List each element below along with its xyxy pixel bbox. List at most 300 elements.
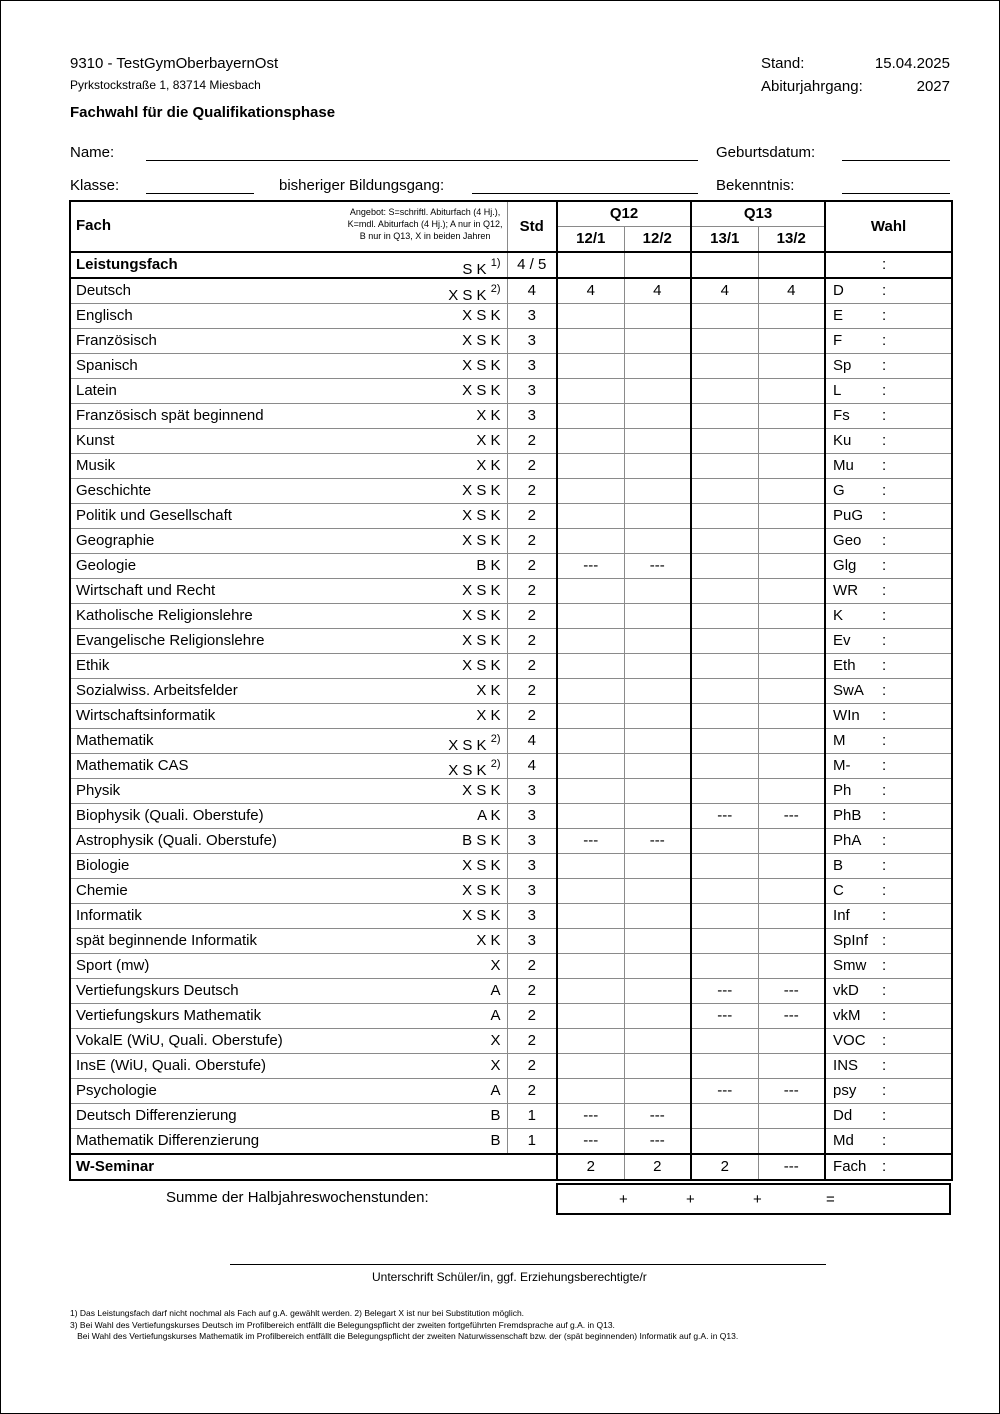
subject-halbjahr-1[interactable]: [557, 1079, 624, 1104]
subject-halbjahr-2[interactable]: [624, 604, 691, 629]
subject-halbjahr-2[interactable]: ---: [624, 829, 691, 854]
subject-wahl[interactable]: [825, 304, 952, 329]
subject-abbr: Ph: [833, 782, 852, 799]
subject-abbr: L: [833, 382, 842, 399]
subject-halbjahr-4[interactable]: [758, 854, 825, 879]
subject-halbjahr-1[interactable]: [557, 879, 624, 904]
subject-halbjahr-2[interactable]: [624, 529, 691, 554]
subject-name: Französisch: [76, 332, 157, 349]
document-title: Fachwahl für die Qualifikationsphase: [70, 104, 336, 121]
subject-halbjahr-3[interactable]: [691, 579, 758, 604]
subject-name: Deutsch: [76, 282, 132, 299]
subject-halbjahr-4[interactable]: [758, 579, 825, 604]
subject-wahl[interactable]: [825, 679, 952, 704]
table-row: [70, 529, 952, 554]
subject-halbjahr-3[interactable]: ---: [691, 979, 758, 1004]
subject-halbjahr-2[interactable]: [624, 454, 691, 479]
subject-halbjahr-4[interactable]: [758, 1129, 825, 1155]
subject-abbr: vkD: [833, 982, 859, 999]
w-seminar-halbjahr-4[interactable]: ---: [758, 1154, 825, 1180]
subject-offer-text: X S K: [462, 307, 501, 324]
footnote-2: 3) Bei Wahl des Vertiefungskurses Deutsch im Profilbereich entfällt die Belegungspflicht der zweiten fortgeführten Fremdsprache auf g.A. in Q13.: [70, 1320, 615, 1330]
subject-colon: :: [882, 782, 887, 799]
subject-offer: [476, 404, 500, 428]
subject-halbjahr-2[interactable]: [624, 904, 691, 929]
subject-std: 1: [507, 1129, 557, 1155]
angebot-line-1: Angebot: S=schriftl. Abiturfach (4 Hj.),: [349, 207, 501, 217]
subject-name: Biologie: [76, 857, 130, 874]
subject-name: Informatik: [76, 907, 142, 924]
subject-std: 2: [507, 529, 557, 554]
subject-name: Wirtschaft und Recht: [76, 582, 216, 599]
subject-halbjahr-3[interactable]: [691, 779, 758, 804]
subject-halbjahr-2[interactable]: [624, 1054, 691, 1079]
subject-offer-text: A: [490, 982, 501, 999]
subject-halbjahr-2[interactable]: [624, 779, 691, 804]
subject-abbr: Fs: [833, 407, 850, 424]
subject-halbjahr-2[interactable]: [624, 679, 691, 704]
subject-wahl[interactable]: [825, 879, 952, 904]
subject-abbr: K: [833, 607, 844, 624]
subject-halbjahr-2[interactable]: [624, 979, 691, 1004]
subject-halbjahr-1[interactable]: [557, 629, 624, 654]
subject-halbjahr-3[interactable]: [691, 329, 758, 354]
subject-wahl[interactable]: [825, 629, 952, 654]
table-row: [70, 654, 952, 679]
subject-halbjahr-3[interactable]: [691, 379, 758, 404]
w-seminar-wahl[interactable]: [825, 1154, 952, 1180]
subject-cell: [70, 804, 507, 829]
subject-colon: :: [882, 282, 887, 299]
subject-wahl[interactable]: [825, 654, 952, 679]
subject-halbjahr-1[interactable]: [557, 604, 624, 629]
subject-halbjahr-4[interactable]: [758, 529, 825, 554]
subject-halbjahr-4[interactable]: [758, 704, 825, 729]
table-row: [70, 554, 952, 579]
subject-halbjahr-4[interactable]: [758, 679, 825, 704]
subject-wahl[interactable]: [825, 854, 952, 879]
subject-halbjahr-2[interactable]: [624, 479, 691, 504]
subject-halbjahr-1[interactable]: [557, 654, 624, 679]
leistungsfach-wahl[interactable]: [825, 252, 952, 278]
subject-offer: [490, 1054, 500, 1078]
subject-offer: [462, 329, 500, 353]
subject-offer-text: X S K: [462, 882, 501, 899]
subject-halbjahr-4[interactable]: [758, 1029, 825, 1054]
subject-offer: [448, 279, 500, 304]
subject-colon: :: [882, 982, 887, 999]
table-row: [70, 429, 952, 454]
subject-cell: [70, 554, 507, 579]
subject-halbjahr-2[interactable]: [624, 929, 691, 954]
subject-wahl[interactable]: [825, 1129, 952, 1155]
subject-halbjahr-3[interactable]: [691, 1104, 758, 1129]
subject-halbjahr-3[interactable]: [691, 404, 758, 429]
subject-halbjahr-2[interactable]: [624, 379, 691, 404]
subject-halbjahr-3[interactable]: [691, 954, 758, 979]
leistungsfach-h1[interactable]: [557, 252, 624, 278]
subject-halbjahr-2[interactable]: [624, 304, 691, 329]
subject-offer: [490, 1029, 500, 1053]
subject-halbjahr-2[interactable]: [624, 704, 691, 729]
subject-halbjahr-2[interactable]: [624, 404, 691, 429]
subject-cell: [70, 1004, 507, 1029]
subject-halbjahr-4[interactable]: [758, 329, 825, 354]
subject-halbjahr-1[interactable]: [557, 854, 624, 879]
subject-wahl[interactable]: [825, 929, 952, 954]
subject-wahl[interactable]: [825, 829, 952, 854]
leistungsfach-h4[interactable]: [758, 252, 825, 278]
subject-halbjahr-4[interactable]: [758, 379, 825, 404]
subject-halbjahr-3[interactable]: [691, 704, 758, 729]
subject-wahl[interactable]: [825, 1104, 952, 1129]
subject-halbjahr-1[interactable]: [557, 404, 624, 429]
subject-std: 1: [507, 1104, 557, 1129]
table-row: [70, 829, 952, 854]
angebot-line-3: B nur in Q13, X in beiden Jahren: [359, 231, 491, 241]
subject-colon: :: [882, 732, 887, 749]
subject-name: Geographie: [76, 532, 155, 549]
subject-wahl[interactable]: [825, 979, 952, 1004]
subject-halbjahr-1[interactable]: [557, 904, 624, 929]
subject-wahl[interactable]: [825, 1004, 952, 1029]
subject-halbjahr-1[interactable]: [557, 954, 624, 979]
subject-halbjahr-4[interactable]: 4: [758, 278, 825, 304]
subject-offer-text: X S K: [448, 762, 487, 779]
subject-halbjahr-2[interactable]: [624, 579, 691, 604]
bekenntnis-field[interactable]: [842, 193, 950, 194]
subject-wahl[interactable]: [825, 579, 952, 604]
subject-halbjahr-1[interactable]: [557, 929, 624, 954]
subject-name: Mathematik CAS: [76, 757, 189, 774]
subject-wahl[interactable]: [825, 479, 952, 504]
subject-colon: :: [882, 432, 887, 449]
subject-halbjahr-1[interactable]: [557, 504, 624, 529]
subject-halbjahr-3[interactable]: [691, 1029, 758, 1054]
subject-wahl[interactable]: [825, 729, 952, 754]
subject-halbjahr-1[interactable]: [557, 1004, 624, 1029]
subject-offer-text: X K: [476, 932, 501, 949]
stand-value: 15.04.2025: [874, 55, 950, 72]
subject-wahl[interactable]: [825, 1079, 952, 1104]
subject-halbjahr-3[interactable]: [691, 754, 758, 779]
subject-halbjahr-1[interactable]: [557, 804, 624, 829]
subject-halbjahr-3[interactable]: 4: [691, 278, 758, 304]
subject-halbjahr-4[interactable]: [758, 1054, 825, 1079]
subject-name: Geologie: [76, 557, 137, 574]
subject-wahl[interactable]: [825, 754, 952, 779]
subject-cell: [70, 1079, 507, 1104]
subject-halbjahr-3[interactable]: [691, 629, 758, 654]
subject-offer: [448, 754, 500, 779]
subject-halbjahr-3[interactable]: [691, 729, 758, 754]
subject-halbjahr-1[interactable]: ---: [557, 829, 624, 854]
subject-wahl[interactable]: [825, 954, 952, 979]
subject-halbjahr-4[interactable]: [758, 654, 825, 679]
table-row: [70, 1004, 952, 1029]
subject-halbjahr-3[interactable]: [691, 304, 758, 329]
subject-name: Psychologie: [76, 1082, 157, 1099]
summe-plus-3: +: [753, 1191, 762, 1208]
subject-offer-text: X S K: [448, 287, 487, 304]
subject-offer: [476, 704, 500, 728]
subject-halbjahr-4[interactable]: [758, 354, 825, 379]
subject-halbjahr-4[interactable]: [758, 954, 825, 979]
subject-halbjahr-3[interactable]: [691, 429, 758, 454]
subject-colon: :: [882, 632, 887, 649]
subject-halbjahr-2[interactable]: 4: [624, 278, 691, 304]
subject-halbjahr-3[interactable]: [691, 929, 758, 954]
subject-halbjahr-1[interactable]: ---: [557, 554, 624, 579]
subject-halbjahr-1[interactable]: [557, 704, 624, 729]
subject-wahl[interactable]: [825, 1029, 952, 1054]
subject-wahl[interactable]: [825, 354, 952, 379]
klasse-field[interactable]: [146, 193, 254, 194]
subject-halbjahr-2[interactable]: ---: [624, 554, 691, 579]
header-12-2: 12/2: [624, 227, 691, 253]
leistungsfach-h3[interactable]: [691, 252, 758, 278]
subject-halbjahr-3[interactable]: [691, 679, 758, 704]
subject-halbjahr-4[interactable]: [758, 454, 825, 479]
subject-offer: [462, 654, 500, 678]
subject-halbjahr-1[interactable]: 4: [557, 278, 624, 304]
subject-halbjahr-1[interactable]: [557, 429, 624, 454]
subject-abbr: Mu: [833, 457, 854, 474]
table-row: [70, 604, 952, 629]
subject-offer-text: X S K: [462, 632, 501, 649]
subject-halbjahr-2[interactable]: [624, 429, 691, 454]
subject-halbjahr-4[interactable]: [758, 304, 825, 329]
subject-halbjahr-3[interactable]: [691, 604, 758, 629]
subject-halbjahr-3[interactable]: [691, 854, 758, 879]
name-field[interactable]: [146, 160, 698, 161]
subject-halbjahr-3[interactable]: [691, 1054, 758, 1079]
subject-name: Biophysik (Quali. Oberstufe): [76, 807, 264, 824]
subject-colon: :: [882, 532, 887, 549]
subject-footnote: 2): [490, 283, 501, 295]
subject-halbjahr-1[interactable]: [557, 529, 624, 554]
subject-halbjahr-3[interactable]: ---: [691, 804, 758, 829]
subject-halbjahr-4[interactable]: ---: [758, 979, 825, 1004]
subject-halbjahr-2[interactable]: [624, 504, 691, 529]
subject-halbjahr-2[interactable]: [624, 1004, 691, 1029]
leistungsfach-offer: [462, 253, 500, 278]
subject-halbjahr-4[interactable]: [758, 1104, 825, 1129]
subject-halbjahr-3[interactable]: [691, 354, 758, 379]
subject-wahl[interactable]: [825, 704, 952, 729]
subject-halbjahr-4[interactable]: [758, 904, 825, 929]
subject-halbjahr-4[interactable]: ---: [758, 1079, 825, 1104]
subject-offer: [490, 954, 500, 978]
subject-halbjahr-3[interactable]: ---: [691, 1004, 758, 1029]
subject-halbjahr-4[interactable]: [758, 504, 825, 529]
subject-halbjahr-2[interactable]: ---: [624, 1104, 691, 1129]
subject-cell: [70, 929, 507, 954]
subject-colon: :: [882, 882, 887, 899]
subject-halbjahr-4[interactable]: [758, 879, 825, 904]
subject-cell: [70, 529, 507, 554]
table-row: [70, 504, 952, 529]
subject-offer-text: X K: [476, 457, 501, 474]
subject-wahl[interactable]: [825, 529, 952, 554]
subject-offer: [448, 729, 500, 754]
subject-halbjahr-2[interactable]: [624, 729, 691, 754]
subject-halbjahr-4[interactable]: [758, 929, 825, 954]
subject-offer-text: B: [490, 1107, 501, 1124]
subject-wahl[interactable]: [825, 278, 952, 304]
subject-name: Französisch spät beginnend: [76, 407, 264, 424]
subject-halbjahr-1[interactable]: [557, 979, 624, 1004]
subject-offer-text: X: [490, 1057, 501, 1074]
subject-halbjahr-2[interactable]: ---: [624, 1129, 691, 1155]
subject-halbjahr-2[interactable]: [624, 954, 691, 979]
leistungsfach-h2[interactable]: [624, 252, 691, 278]
subject-halbjahr-3[interactable]: [691, 479, 758, 504]
subject-halbjahr-3[interactable]: [691, 1129, 758, 1155]
table-row: [70, 329, 952, 354]
subject-halbjahr-4[interactable]: [758, 754, 825, 779]
table-row: [70, 354, 952, 379]
subject-halbjahr-1[interactable]: [557, 479, 624, 504]
subject-std: 2: [507, 654, 557, 679]
subject-halbjahr-2[interactable]: [624, 354, 691, 379]
subject-std: 2: [507, 704, 557, 729]
w-seminar-cell: [70, 1154, 557, 1180]
subject-wahl[interactable]: [825, 904, 952, 929]
subject-wahl[interactable]: [825, 404, 952, 429]
geburtsdatum-field[interactable]: [842, 160, 950, 161]
subject-halbjahr-2[interactable]: [624, 654, 691, 679]
subject-offer: [462, 479, 500, 503]
subject-colon: :: [882, 757, 887, 774]
subject-offer-text: X S K: [462, 482, 501, 499]
subject-wahl[interactable]: [825, 779, 952, 804]
subject-name: Mathematik: [76, 732, 154, 749]
subject-cell: [70, 679, 507, 704]
subject-colon: :: [882, 1132, 887, 1149]
subject-halbjahr-3[interactable]: [691, 829, 758, 854]
subject-halbjahr-2[interactable]: [624, 1029, 691, 1054]
subject-halbjahr-3[interactable]: ---: [691, 1079, 758, 1104]
subject-halbjahr-4[interactable]: [758, 779, 825, 804]
subject-halbjahr-3[interactable]: [691, 904, 758, 929]
subject-halbjahr-1[interactable]: [557, 779, 624, 804]
subject-halbjahr-1[interactable]: [557, 1029, 624, 1054]
subject-colon: :: [882, 832, 887, 849]
subject-halbjahr-3[interactable]: [691, 529, 758, 554]
subject-wahl[interactable]: [825, 429, 952, 454]
subject-offer: [490, 1079, 500, 1103]
subject-halbjahr-1[interactable]: ---: [557, 1104, 624, 1129]
subject-halbjahr-1[interactable]: [557, 379, 624, 404]
subject-halbjahr-3[interactable]: [691, 454, 758, 479]
subject-wahl[interactable]: [825, 804, 952, 829]
subject-wahl[interactable]: [825, 504, 952, 529]
subject-halbjahr-4[interactable]: [758, 554, 825, 579]
subject-cell: [70, 1029, 507, 1054]
subject-wahl[interactable]: [825, 329, 952, 354]
subject-halbjahr-4[interactable]: ---: [758, 804, 825, 829]
bildungsgang-field[interactable]: [472, 193, 698, 194]
subject-std: 3: [507, 404, 557, 429]
subject-wahl[interactable]: [825, 454, 952, 479]
subject-halbjahr-1[interactable]: [557, 729, 624, 754]
subject-offer: [477, 804, 500, 828]
subject-halbjahr-1[interactable]: [557, 1054, 624, 1079]
subject-halbjahr-2[interactable]: [624, 1079, 691, 1104]
w-seminar-halbjahr-3[interactable]: 2: [691, 1154, 758, 1180]
subject-colon: :: [882, 407, 887, 424]
subject-halbjahr-1[interactable]: [557, 304, 624, 329]
subject-name: Ethik: [76, 657, 110, 674]
subject-halbjahr-4[interactable]: [758, 404, 825, 429]
subject-std: 2: [507, 454, 557, 479]
subject-halbjahr-4[interactable]: [758, 629, 825, 654]
subject-abbr: B: [833, 857, 844, 874]
subject-halbjahr-1[interactable]: [557, 354, 624, 379]
subject-offer-text: A: [490, 1082, 501, 1099]
subject-colon: :: [882, 557, 887, 574]
subject-halbjahr-1[interactable]: [557, 679, 624, 704]
subject-abbr: Ev: [833, 632, 851, 649]
subject-halbjahr-1[interactable]: [557, 579, 624, 604]
subject-halbjahr-1[interactable]: [557, 754, 624, 779]
subject-std: 3: [507, 779, 557, 804]
subject-halbjahr-3[interactable]: [691, 879, 758, 904]
w-seminar-halbjahr-2[interactable]: 2: [624, 1154, 691, 1180]
subject-cell: [70, 904, 507, 929]
subject-halbjahr-2[interactable]: [624, 754, 691, 779]
subject-offer: [490, 1129, 500, 1153]
subject-cell: [70, 854, 507, 879]
subject-halbjahr-2[interactable]: [624, 804, 691, 829]
subject-wahl[interactable]: [825, 554, 952, 579]
header-std: Std: [507, 201, 557, 252]
table-row: [70, 379, 952, 404]
subject-offer-text: B S K: [462, 832, 501, 849]
subject-halbjahr-4[interactable]: [758, 604, 825, 629]
w-seminar-halbjahr-1[interactable]: 2: [557, 1154, 624, 1180]
subject-name: Astrophysik (Quali. Oberstufe): [76, 832, 277, 849]
subject-std: 2: [507, 629, 557, 654]
subject-halbjahr-3[interactable]: [691, 504, 758, 529]
subject-wahl[interactable]: [825, 379, 952, 404]
subject-halbjahr-4[interactable]: ---: [758, 1004, 825, 1029]
table-row: [70, 1104, 952, 1129]
subject-wahl[interactable]: [825, 1054, 952, 1079]
subject-wahl[interactable]: [825, 604, 952, 629]
subject-halbjahr-2[interactable]: [624, 854, 691, 879]
subject-abbr: Sp: [833, 357, 852, 374]
subject-abbr: M: [833, 732, 846, 749]
subject-halbjahr-4[interactable]: [758, 429, 825, 454]
subject-halbjahr-1[interactable]: [557, 329, 624, 354]
subject-colon: :: [882, 807, 887, 824]
signature-line[interactable]: [230, 1264, 826, 1265]
subject-halbjahr-4[interactable]: [758, 479, 825, 504]
subject-halbjahr-2[interactable]: [624, 879, 691, 904]
subject-halbjahr-2[interactable]: [624, 629, 691, 654]
subject-halbjahr-4[interactable]: [758, 729, 825, 754]
subject-halbjahr-4[interactable]: [758, 829, 825, 854]
subject-halbjahr-1[interactable]: ---: [557, 1129, 624, 1155]
subject-halbjahr-2[interactable]: [624, 329, 691, 354]
subject-offer-text: X K: [476, 432, 501, 449]
subject-halbjahr-3[interactable]: [691, 654, 758, 679]
subject-halbjahr-1[interactable]: [557, 454, 624, 479]
table-row: [70, 278, 952, 304]
subject-halbjahr-3[interactable]: [691, 554, 758, 579]
